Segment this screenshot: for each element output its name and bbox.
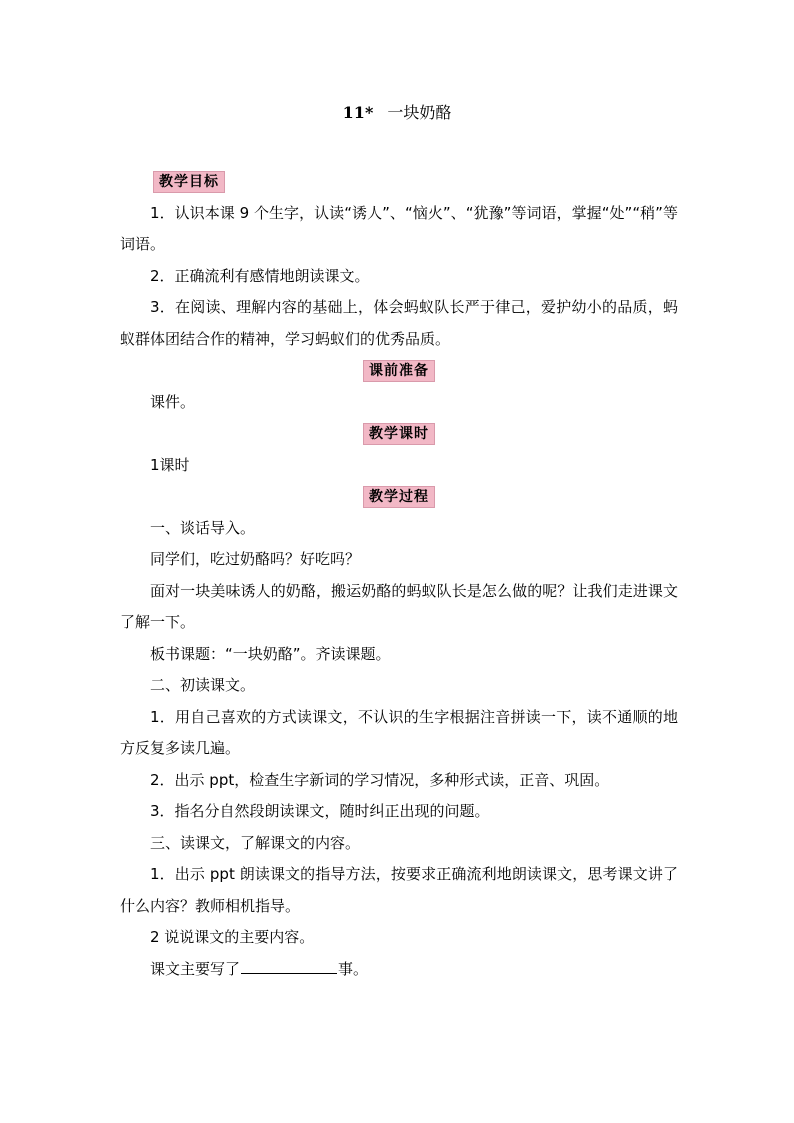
process-heading [120, 481, 678, 513]
objective-item: 2．正确流利有感情地朗读课文。 [150, 266, 370, 285]
process-step: 三、读课文，了解课文的内容。 [150, 833, 361, 852]
hours-heading [120, 418, 678, 450]
process-step: 1．用自己喜欢的方式读课文，不认识的生字根据注音拼读一下，读不通顺的地方反复多读几遍。 [120, 707, 678, 757]
hours-text: 1课时 [150, 455, 190, 474]
fill-suffix: 事。 [338, 959, 369, 978]
prep-heading [120, 355, 678, 387]
process-step: 1．出示 ppt 朗读课文的指导方法，按要求正确流利地朗读课文，思考课文讲了什么内容？教师相机指导。 [120, 865, 678, 915]
objective-item: 3．在阅读、理解内容的基础上，体会蚂蚁队长严于律己，爱护幼小的品质，蚂蚁群体团结合作的精神，学习蚂蚁们的优秀品质。 [120, 298, 678, 348]
fill-prefix: 课文主要写了 [150, 959, 241, 978]
objectives-badge: 教学目标 [153, 171, 225, 193]
hours-badge: 教学课时 [363, 423, 435, 445]
objectives-heading [153, 166, 678, 198]
process-step: 二、初读课文。 [150, 676, 256, 694]
lesson-name: 一块奶酪 [387, 103, 452, 122]
process-step: 3．指名分自然段朗读课文，随时纠正出现的问题。 [150, 802, 490, 820]
prep-badge: 课前准备 [363, 360, 435, 382]
lesson-title [0, 100, 794, 123]
process-step: 2 说说课文的主要内容。 [150, 928, 315, 946]
fill-blank [241, 955, 337, 974]
process-step: 板书课题：“一块奶酪”。齐读课题。 [150, 644, 391, 663]
fill-in-line [120, 954, 678, 986]
objective-item: 1．认识本课 9 个生字，认读“诱人”、“恼火”、“犹豫”等词语，掌握“处”“稍”等词语。 [120, 203, 678, 253]
process-step: 2．出示 ppt，检查生字新词的学习情况，多种形式读，正音、巩固。 [150, 770, 610, 789]
document-body [120, 166, 678, 985]
process-step: 面对一块美味诱人的奶酪，搬运奶酪的蚂蚁队长是怎么做的呢？让我们走进课文了解一下。 [120, 581, 678, 631]
process-step: 一、谈话导入。 [150, 518, 256, 537]
prep-text: 课件。 [150, 392, 196, 411]
process-step: 同学们，吃过奶酪吗？好吃吗？ [150, 550, 361, 568]
lesson-number: 11* [342, 103, 374, 122]
process-badge: 教学过程 [363, 486, 435, 508]
